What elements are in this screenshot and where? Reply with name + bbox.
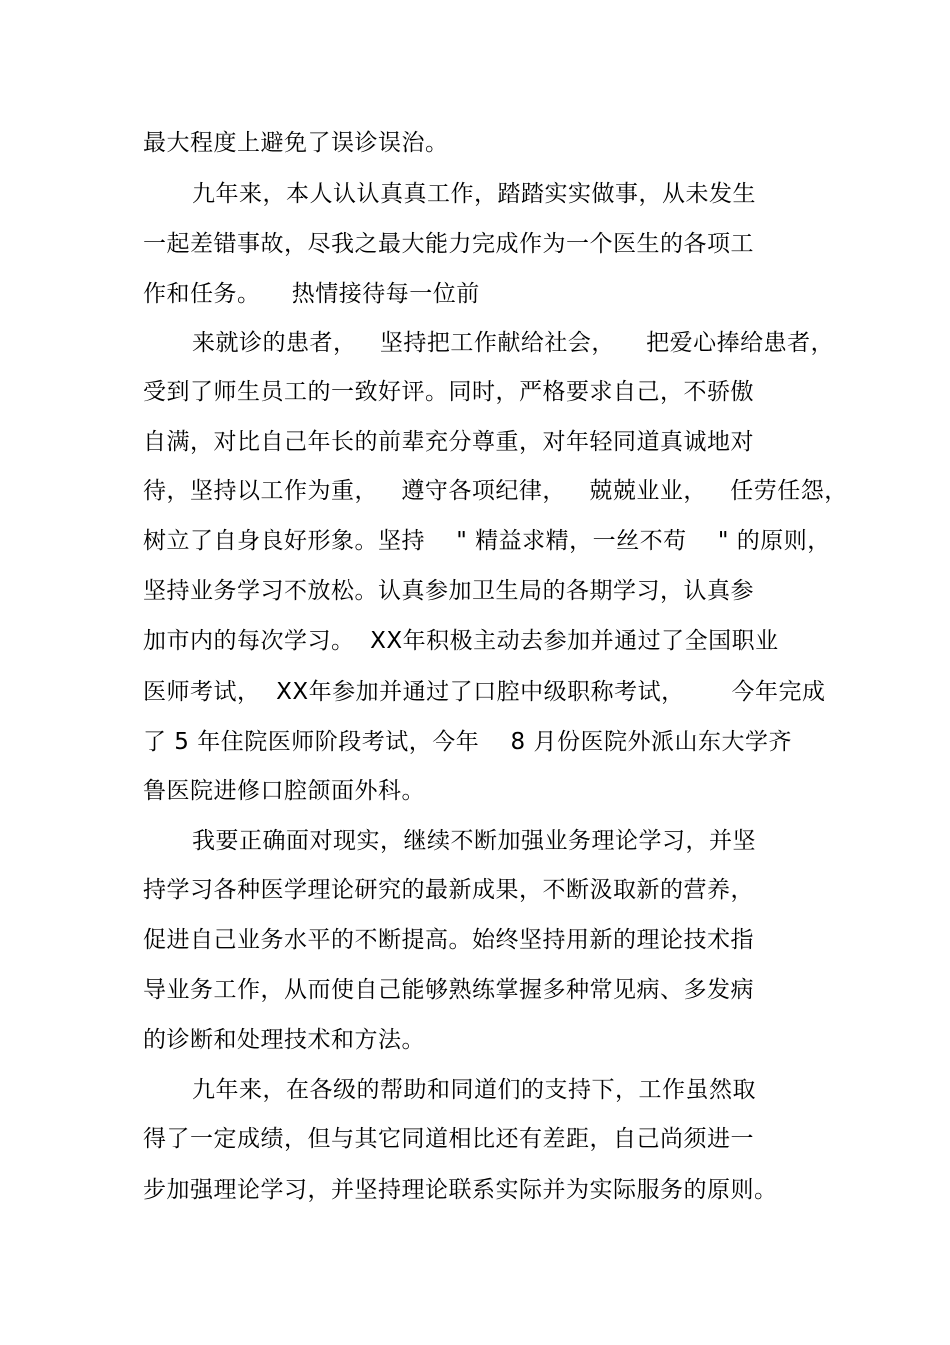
text-line: 受到了师生员工的一致好评。同时，严格要求自己，不骄傲 xyxy=(143,379,754,405)
text-line: 树立了自身良好形象。坚持 " 精益求精，一丝不苟 " 的原则， xyxy=(143,528,831,554)
text-line: 自满，对比自己年长的前辈充分尊重，对年轻同道真诚地对 xyxy=(143,429,754,455)
text-line: 了 5 年住院医师阶段考试，今年 8 月份医院外派山东大学齐 xyxy=(143,729,792,755)
text-line: 最大程度上避免了误诊误治。 xyxy=(143,130,449,156)
text-line: 步加强理论学习，并坚持理论联系实际并为实际服务的原则。 xyxy=(143,1177,778,1203)
text-line: 得了一定成绩，但与其它同道相比还有差距，自己尚须进一 xyxy=(143,1126,754,1152)
paragraph-start-line: 来就诊的患者， 坚持把工作献给社会， 把爱心捧给患者， xyxy=(192,330,835,356)
text-line: 鲁医院进修口腔颌面外科。 xyxy=(143,778,425,804)
text-line: 加市内的每次学习。 XX年积极主动去参加并通过了全国职业 xyxy=(143,628,779,654)
text-line: 医师考试， XX年参加并通过了口腔中级职称考试， 今年完成 xyxy=(143,679,826,705)
text-line: 的诊断和处理技术和方法。 xyxy=(143,1027,425,1053)
text-line: 作和任务。 热情接待每一位前 xyxy=(143,281,480,307)
text-line: 一起差错事故，尽我之最大能力完成作为一个医生的各项工 xyxy=(143,231,754,257)
paragraph-start-line: 九年来，在各级的帮助和同道们的支持下，工作虽然取 xyxy=(192,1077,756,1103)
paragraph-start-line: 我要正确面对现实，继续不断加强业务理论学习，并坚 xyxy=(192,828,756,854)
text-line: 坚持业务学习不放松。认真参加卫生局的各期学习，认真参 xyxy=(143,578,754,604)
text-line: 持学习各种医学理论研究的最新成果，不断汲取新的营养， xyxy=(143,877,754,903)
text-line: 待，坚持以工作为重， 遵守各项纪律， 兢兢业业， 任劳任怨， xyxy=(143,478,848,504)
text-line: 导业务工作，从而使自己能够熟练掌握多种常见病、多发病 xyxy=(143,977,754,1003)
text-line: 促进自己业务水平的不断提高。始终坚持用新的理论技术指 xyxy=(143,927,754,953)
paragraph-start-line: 九年来，本人认认真真工作，踏踏实实做事，从未发生 xyxy=(192,181,756,207)
